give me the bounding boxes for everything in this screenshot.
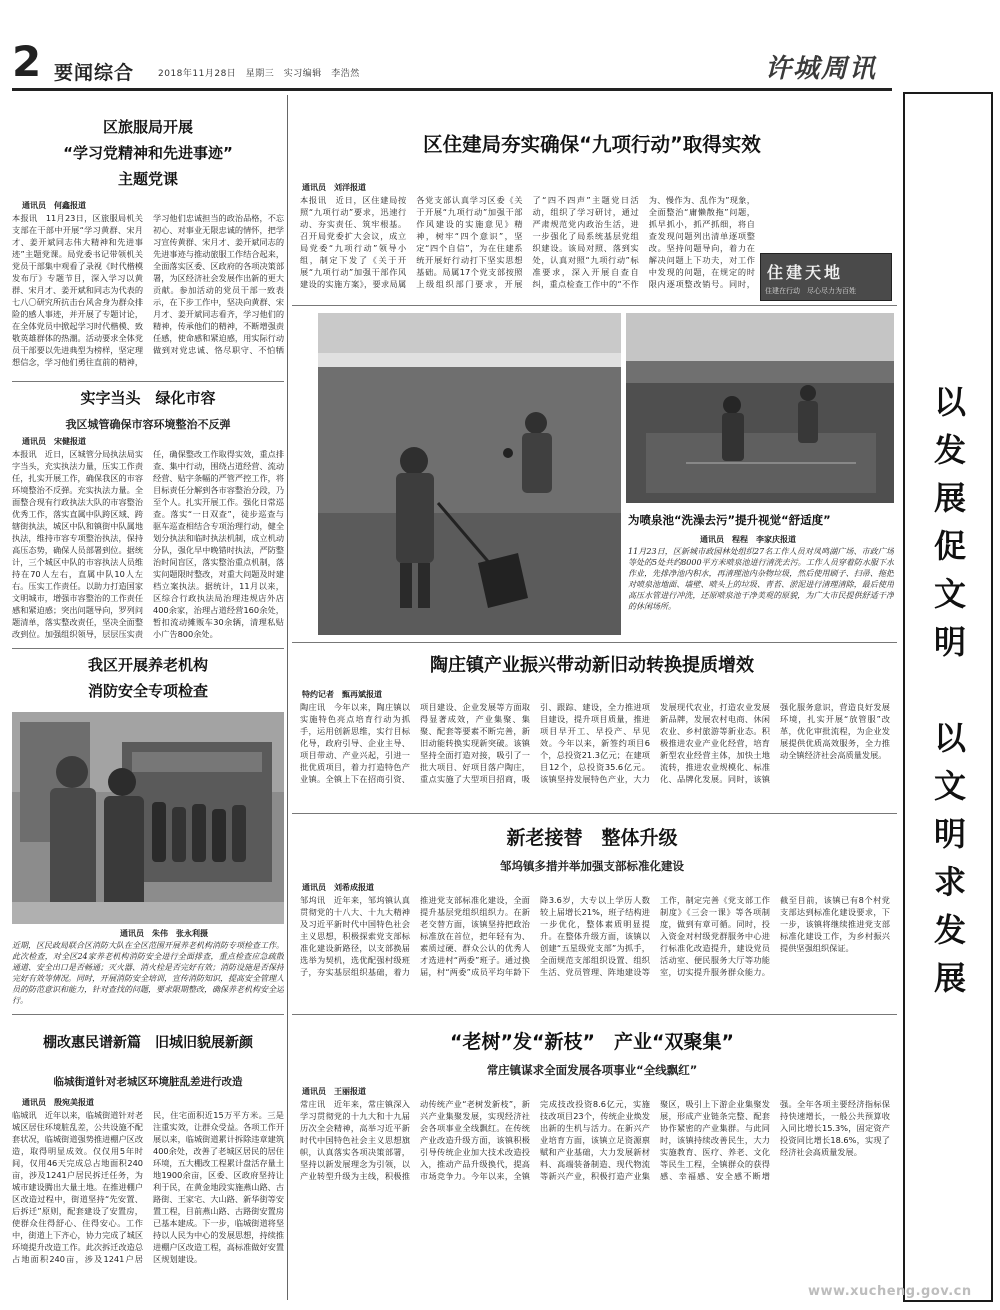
column-divider-left	[287, 95, 288, 1300]
article-headline: 区旅服局开展	[102, 118, 193, 136]
badge-subtitle: 住建在行动 尽心尽力为百姓	[765, 287, 856, 295]
zhujian-badge	[760, 253, 892, 301]
article-byline: 通讯员 刘洋报道	[302, 183, 366, 192]
photo-credit: 通讯员 朱伟 张永利摄	[120, 929, 208, 938]
divider-center-photos	[292, 305, 897, 306]
article-headline: 新老接替 整体升级	[506, 827, 678, 849]
article-byline: 通讯员 宋健报道	[22, 437, 86, 446]
article-byline: 通讯员 殷宛美报道	[22, 1098, 94, 1107]
article-headline: 我区开展养老机构	[87, 656, 208, 674]
date-line: 2018年11月28日 星期三 实习编辑 李浩然	[158, 69, 360, 79]
article-headline: 主题党课	[117, 170, 178, 188]
page-number: 2	[12, 37, 42, 86]
article-body: 陶庄讯 今年以来，陶庄镇以实施特色亮点培育行动为抓手，运用创新思维，实行目标化导，政府引导、企业主导、项目带动、产业兴起，引进一批优质项目，着力打造特色产业镇。全镇上下在招商引资、项目建设、企业发展等方面取得显著成效，产业集聚、集聚、配套等要素不断完善，新旧动能转换实现新突破。该镇坚持全面打造对接，吸引了一批大项目、好项目落户陶庄，重点实施了大型项目招商，吸引、跟踪、建设，全力推进项目建设，提升项目质量，推进项目早开工、早投产、早见效。今年以来，新签约项目6个，总投资21.3亿元；在建项目12个，总投资35.6亿元。该镇坚持发展特色产业，大力发展现代农业，打造农业发展新品牌，发展农村电商、休闲农业、乡村旅游等新业态。积极推进农业产业化经营，培育新型农业经营主体，加快土地流转，推进农业规模化、标准化、品牌化发展。同时，该镇强化服务意识，营造良好发展环境，扎实开展“放管服”改革，优化审批流程，为企业发展提供优质高效服务，全力推动全镇经济社会高质量发展。	[300, 702, 890, 784]
article-body: 邹坞讯 近年来，邹坞镇认真贯彻党的十八大、十九大精神及习近平新时代中国特色社会主义思想，积极探索党支部标准化建设新路径，以支部换届选举为契机，选优配强村级班子，夯实基层组织基础，着力推进党支部标准化建设，全面提升基层党组织组织力。在新老交替方面，该镇坚持把政治标准放在首位，把年轻有为、素质过硬、群众公认的优秀人才选进村“两委”班子。通过换届，村“两委”成员平均年龄下降3.6岁，大专以上学历人数较上届增长21%，班子结构进一步优化，整体素质明显提升。在整体升级方面，该镇以创建“五星级党支部”为抓手，全面规范支部组织设置、组织生活、党员管理、阵地建设等工作，制定完善《党支部工作制度》《三会一课》等各项制度，做到有章可循。同时，投入资金对村级党群服务中心进行标准化改造提升，建设党员活动室、便民服务大厅等功能室，切实提升服务群众能力。截至目前，该镇已有8个村党支部达到标准化建设要求，下一步，该镇将继续推进党支部标准化建设工作，为乡村振兴提供坚强组织保证。	[300, 895, 890, 977]
article-body: 本报讯 近日，区城管分局执法局实字当头，充实执法力量，压实工作责任，扎实开展工作，确保我区的市容环境整治不反弹。充实执法力量。全面整合现有行政执法大队的市容整治优秀工作，落实直属中队跨区域、跨辖街执法，城区中队和镇街中队属地执法，维持市容专项整治执法，保持高压态势，确保人员部署到位。据统计，三个城区中队的市容执法人员维持在70人左右，直属中队10人左右。压实工作责任。以助力打造国家文明城市，增强市容整治的工作责任感和紧迫感；突出问题导向，罗列问题清单，落实整改责任，坚决全面整改到位。加强组织领导，层层压实责任，确保整改工作取得实效，重点排查、集中行动，围绕占道经营、流动经营、贴字条幅的严管严控工作，将目标责任分解到各市容整治分段，乃至个人。扎实开展工作。强化日常巡查。落实“一日双查”，徒步巡查与驱车巡查相结合专项治理行动，健全划分执法和临时执法机制，成立机动分队，强化早中晚错时执法，严防整治时间盲区，落实整治重点机制，落实问题限时整改，对重大问题及时建档立案执法。据统计，11月以来，区综合行政执法局治理违规店外店400余家，治理占道经营160余处，暂扣流动摊贩车30余辆，清理私贴小广告800余处。	[12, 449, 284, 639]
sidebar-slogan: 以发展促文明 以文明求发展	[929, 385, 967, 1009]
divider-center-a8	[292, 1014, 897, 1015]
fountain-cleaning-photo-left	[318, 313, 621, 635]
divider-center-a6	[292, 642, 897, 643]
article-subhead: 临城街道针对老城区环境脏乱差进行改造	[53, 1076, 243, 1088]
site-watermark: www.xucheng.gov.cn	[808, 1284, 972, 1299]
divider-left-a1	[12, 381, 284, 382]
photo-caption: 近期，区民政局联合区消防大队在全区范围开展养老机构消防专项检查工作。此次检查，对全区24家养老机构消防安全进行全面排查，重点检查应急疏散通道、安全出口是否畅通；灭火器、消火栓是否完好有效；消防设施是否保持完好有效等情况。同时，开展消防安全培训，宣传消防知识，提高安全管理人员的防范意识和能力，针对查找的问题，要求限期整改，确保养老机构安全运行。	[12, 941, 284, 1005]
article-byline: 通讯员 王丽报道	[302, 1087, 366, 1096]
fountain-photo-left-illustration	[318, 313, 621, 635]
article-byline: 通讯员 何鑫报道	[22, 201, 86, 210]
article-subhead: 邹坞镇多措并举加强支部标准化建设	[500, 859, 684, 873]
badge-title: 住建天地	[767, 263, 844, 282]
article-headline: 棚改惠民谱新篇 旧城旧貌展新颜	[43, 1035, 253, 1051]
article-headline: 实字当头 绿化市容	[80, 389, 216, 407]
article-subhead: 我区城管确保市容环境整治不反弹	[65, 418, 231, 431]
photo-caption-body: 11月23日，区新城市政园林处组织27名工作人员对凤鸣湖广场、市政广场等处的5处共约8000平方米喷泉池进行清洗去污。工作人员穿着防水服下水作业，先排净池内积水，再清理池内杂物垃圾，然后使用刷子、扫帚、拖把对喷泉池地面、墙壁、喷头上的垃圾、青苔、淤泥进行清理清除，最后使用高压水管进行冲洗，还原喷泉池干净美观的原貌，为广大市民提供舒适干净的休闲场所。	[628, 547, 894, 611]
photo-caption-title: 为喷泉池“洗澡去污”提升视觉“舒适度”	[628, 513, 831, 527]
fire-inspection-illustration	[12, 712, 284, 924]
divider-center-a7	[292, 813, 897, 814]
article-headline: 陶庄镇产业振兴带动新旧动转换提质增效	[430, 655, 754, 676]
article-body: 本报讯 近日，区住建局按照“九项行动”要求，迅速行动、夯实责任、筑牢根基。召开局党委扩大会议，成立局党委“九项行动”领导小组，制定下发了《关于开展“九项行动”加强干部作风建设的实施方案》，要求局属各党支部认真学习区委《关于开展“九项行动”加强干部作风建设的实施意见》精神，树牢“四个意识”，坚定“四个自信”，为在住建系统开展好行动打下坚实思想基础。局属17个党支部按照上级组织部门要求，开展了“四不四声”主题党日活动，组织了学习研讨，通过严肃规范党内政治生活，进一步强化了局系统基层党组织建设。该局对照、落到实处，认真对照“九项行动”标准要求，深入开展自查自纠，重点检查工作中的“不作为、慢作为、乱作为”现象，全面整治“庸懒散拖”问题，抓早抓小，抓严抓细，将自查发现问题列出清单逐项整改。坚持问题导向，着力在解决问题上下功夫，对工作中发现的问题，在规定的时限内逐项整改销号。同时，	[300, 195, 755, 289]
article-headline: 区住建局夯实确保“九项行动”取得实效	[423, 133, 761, 156]
slogan-sidebar	[903, 92, 993, 1302]
divider-left-a3	[12, 1014, 284, 1015]
article-body: 常庄讯 近年来，常庄镇深入学习贯彻党的十九大和十九届历次全会精神，高举习近平新时代中国特色社会主义思想旗帜，认真落实各项决策部署，坚持以新发展理念为引领，以产业转型升级为主线，积极推动传统产业“老树发新枝”，新兴产业集聚发展，实现经济社会各项事业全线飘红。在传统产业改造升级方面，该镇积极引导传统企业加大技术改造投入，推动产品升级换代，提高市场竞争力。今年以来，全镇完成技改投资8.6亿元，实施技改项目23个，传统企业焕发出新的生机与活力。在新兴产业培育方面，该镇立足资源禀赋和产业基础，大力发展新材料、高端装备制造、现代物流等新兴产业，积极打造产业集聚区，吸引上下游企业集聚发展，形成产业链条完整、配套协作紧密的产业集群。与此同时，该镇持续改善民生，大力实施教育、医疗、养老、文化等民生工程，全镇群众的获得感、幸福感、安全感不断增强。全年各项主要经济指标保持快速增长，一般公共预算收入同比增长15.3%，固定资产投资同比增长18.6%，实现了经济社会高质量发展。	[300, 1099, 890, 1181]
header-rule	[12, 88, 892, 91]
fountain-cleaning-photo-right	[626, 313, 894, 503]
article-byline: 通讯员 刘希成报道	[302, 883, 374, 892]
article-subhead: 常庄镇谋求全面发展各项事业“全线飘红”	[486, 1063, 698, 1077]
article-body: 临城讯 近年以来，临城街道针对老城区居住环境脏乱差，公共设施不配套状况，临城街道强势推进棚户区改造，取得明显成效。仅仅用5年时间，仅用46天完成总占地面积240亩，涉及1241户居民拆迁任务，为城市建设腾出大量土地。在推进棚户区改造过程中，街道坚持“先安置、后拆迁”原则，配套建设了安置房，使群众住得舒心、住得安心。工作中，街道上下齐心，协力完成了城区环境提升改造工作。此次拆迁改造总占地面积240亩，涉及1241户居民，住宅面积近15万平方米。三是注重实效，让群众受益。各项工作开展以来，临城街道累计拆除违章建筑400余处，改善了老城区居民的居住环境，五大棚改工程累计盘活存量土地1900余亩，区委、区政府坚持让利于民，在黄金地段实施燕山路、古路街、王家宅、大山路、新华街等安置工程，目前燕山路、古路街安置房已基本建成。下一步，临城街道将坚持以人民为中心的发展思想，持续推进棚户区改造工程，高标准做好安置区规划建设。	[12, 1110, 284, 1264]
divider-left-a2	[12, 648, 284, 649]
article-headline: 消防安全专项检查	[87, 682, 208, 700]
photo-caption-credit: 通讯员 程程 李家庆报道	[700, 535, 796, 544]
page-header	[0, 0, 1000, 92]
section-name: 要闻综合	[54, 62, 135, 84]
article-headline: “学习党精神和先进事迹”	[63, 144, 233, 162]
article-body: 本报讯 11月23日，区旅服局机关支部在干部中开展“学习黄群、宋月才、姜开斌同志伟大精神和先进事迹”主题党课。局党委书记带领机关党员干部集中观看了录视《时代楷模发布厅》专题节目，深入学习以黄群、宋月才、姜开斌和同志为代表的七八〇研究所抗击台风舍身为群众排险的感人事迹，并开展了专题讨论，在全体党员中掀起学习时代楷模、致敬英雄群体的热潮。活动要求全体党员干部要以先进典型为榜样，坚定理想信念，学习他们勇往直前的精神，学习他们忠诚担当的政治品格，不忘初心、对事业无限忠诚的情怀，把学习宣传黄群、宋月才、姜开斌同志的先进事迹与推动旅服工作结合起来，全面落实区委、区政府的各项决策部署，为区经济社会发展作出新的更大贡献。参加活动的党员干部一致表示，在下步工作中，坚决向黄群、宋月才、姜开斌同志看齐，学习他们的精神，传承他们的精神，不断增强责任感，使命感和紧迫感，用实际行动做到对党忠诚、恪尽职守、不怕牺	[12, 213, 284, 367]
fire-inspection-photo	[12, 712, 284, 924]
article-headline: “老树”发“新枝” 产业“双聚集”	[450, 1031, 734, 1053]
masthead-logo: 许城周讯	[765, 54, 878, 84]
fountain-photo-right-illustration	[626, 313, 894, 503]
article-byline: 特约记者 甄再斌报道	[302, 690, 382, 699]
